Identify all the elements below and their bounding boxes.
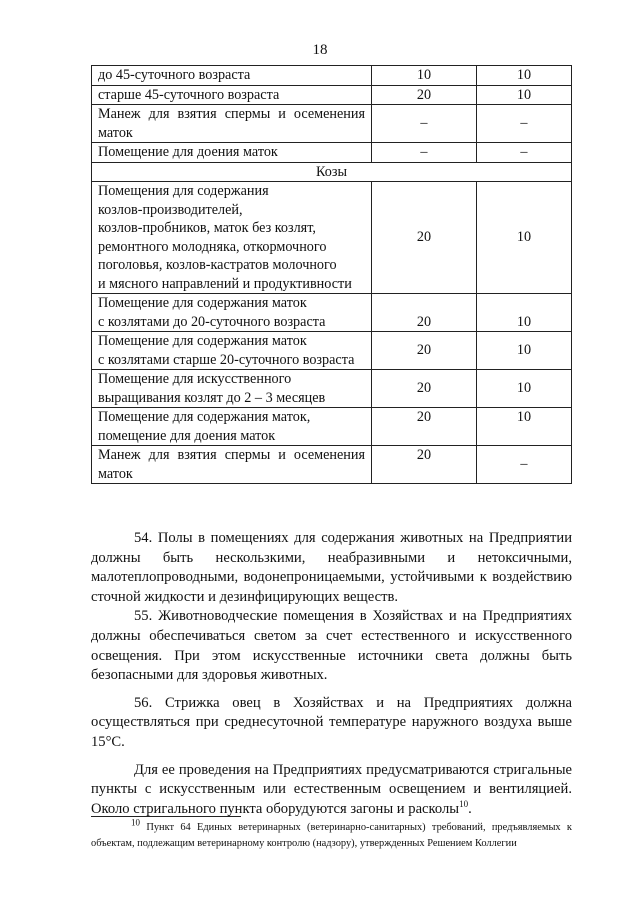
paragraph-55: 55. Животноводческие помещения в Хозяйствах и на Предприятиях должны обеспечиваться светом за счет естественного и искусственного освещения. При этом искусственные источники света должны быть безопасными для здоровья животных.: [91, 608, 572, 684]
table-section-row: [92, 162, 572, 182]
section-heading-goats: Козы: [92, 162, 572, 182]
value-cell: 10: [476, 182, 571, 294]
value-cell: –: [476, 446, 571, 484]
footnote-divider: [91, 816, 241, 817]
paragraph-56: 56. Стрижка овец в Хозяйствах и на Предприятиях должна осуществляться при среднесуточной температуре наружного воздуха выше 15°С.: [91, 694, 572, 750]
table-row: [92, 105, 572, 143]
row-label-line: маток: [98, 124, 133, 141]
row-label-line: козлов-пробников, маток без козлят,: [98, 220, 316, 236]
value-cell: 10: [372, 66, 477, 86]
row-label: старше 45-суточного возраста: [92, 85, 372, 105]
table-row: [92, 370, 572, 408]
row-label-line: ремонтного молодняка, откормочного: [98, 238, 327, 255]
value-cell: 10: [476, 66, 571, 86]
row-label: [92, 294, 372, 332]
paragraph-54: 54. Полы в помещениях для содержания животных на Предприятии должны быть нескользкими, неабразивными и нетоксичными, малотеплопроводными, водонепроницаемыми, устойчивыми к воздействию сточной жидкости и дезинфицирующих веществ.: [91, 530, 572, 605]
row-label: Помещение для доения маток: [92, 143, 372, 163]
value-cell: –: [476, 143, 571, 163]
row-label: [92, 182, 372, 294]
row-label-line: Манеж для взятия спермы и осеменения: [98, 447, 366, 463]
value-cell: –: [372, 105, 477, 143]
table-row: [92, 332, 572, 370]
table-row: [92, 66, 572, 86]
row-label: до 45-суточного возраста: [92, 66, 372, 86]
footnote-marker: 10: [131, 817, 140, 828]
footnote: [91, 817, 572, 852]
paragraph-text: Для ее проведения на Предприятиях предусматриваются стригальные пункты с искусственным или естественным освещением и вентиляцией. Около стригального пункта оборудуются загоны и расколы: [91, 761, 572, 817]
row-label-line: Манеж для взятия спермы и осеменения: [98, 106, 366, 122]
row-label-line: и мясного направлений и продуктивности: [98, 275, 352, 292]
row-label-line: Помещения для содержания: [98, 183, 269, 199]
row-label: [92, 408, 372, 446]
row-label-line: помещение для доения маток: [98, 427, 276, 444]
value-cell: 10: [476, 85, 571, 105]
row-label-line: поголовья, козлов-кастратов молочного: [98, 257, 337, 273]
page-number: 18: [312, 42, 328, 58]
row-label: [92, 332, 372, 370]
row-label: [92, 370, 372, 408]
table-row: [92, 446, 572, 484]
row-label: [92, 105, 372, 143]
table-row: [92, 85, 572, 105]
body-text: [91, 529, 572, 819]
row-label-line: Помещение для содержания маток: [98, 333, 307, 349]
value-cell: –: [372, 143, 477, 163]
table-row: [92, 408, 572, 446]
requirements-table: [91, 65, 572, 484]
value-cell: 20: [372, 332, 477, 370]
value-cell: 20: [372, 370, 477, 408]
footnote-text: Пункт 64 Единых ветеринарных (ветеринарно-санитарных) требований, предъявляемых к объектам, подлежащим ветеринарному контролю (надзору), утвержденных Решением Коллегии: [91, 822, 572, 849]
row-label-line: Помещение для содержания маток: [98, 295, 307, 311]
row-label-line: маток: [98, 465, 133, 482]
row-label-line: Помещение для искусственного: [98, 371, 292, 387]
value-cell: 20: [372, 408, 477, 446]
value-cell: 10: [476, 332, 571, 370]
value-cell: 10: [476, 408, 571, 446]
row-label-line: выращивания козлят до 2 – 3 месяцев: [98, 389, 326, 406]
row-label-line: козлов-производителей,: [98, 201, 243, 218]
row-label-line: с козлятами до 20-суточного возраста: [98, 313, 326, 330]
row-label-line: Помещение для содержания маток,: [98, 409, 311, 425]
value-cell: 20: [372, 182, 477, 294]
value-cell: 20: [372, 294, 477, 332]
value-cell: 20: [372, 85, 477, 105]
row-label-line: с козлятами старше 20-суточного возраста: [98, 351, 355, 368]
value-cell: 10: [476, 294, 571, 332]
footnote-reference: 10: [459, 798, 469, 809]
value-cell: 20: [372, 446, 477, 484]
table-row: [92, 294, 572, 332]
value-cell: 10: [476, 370, 571, 408]
paragraph-56-continuation: Для ее проведения на Предприятиях предусматриваются стригальные пункты с искусственным или естественным освещением и вентиляцией. Около стригального пункта оборудуются загоны и расколы$^{10}$.: [91, 761, 572, 817]
row-label: [92, 446, 372, 484]
table-row: [92, 143, 572, 163]
table-row: [92, 182, 572, 294]
value-cell: –: [476, 105, 571, 143]
